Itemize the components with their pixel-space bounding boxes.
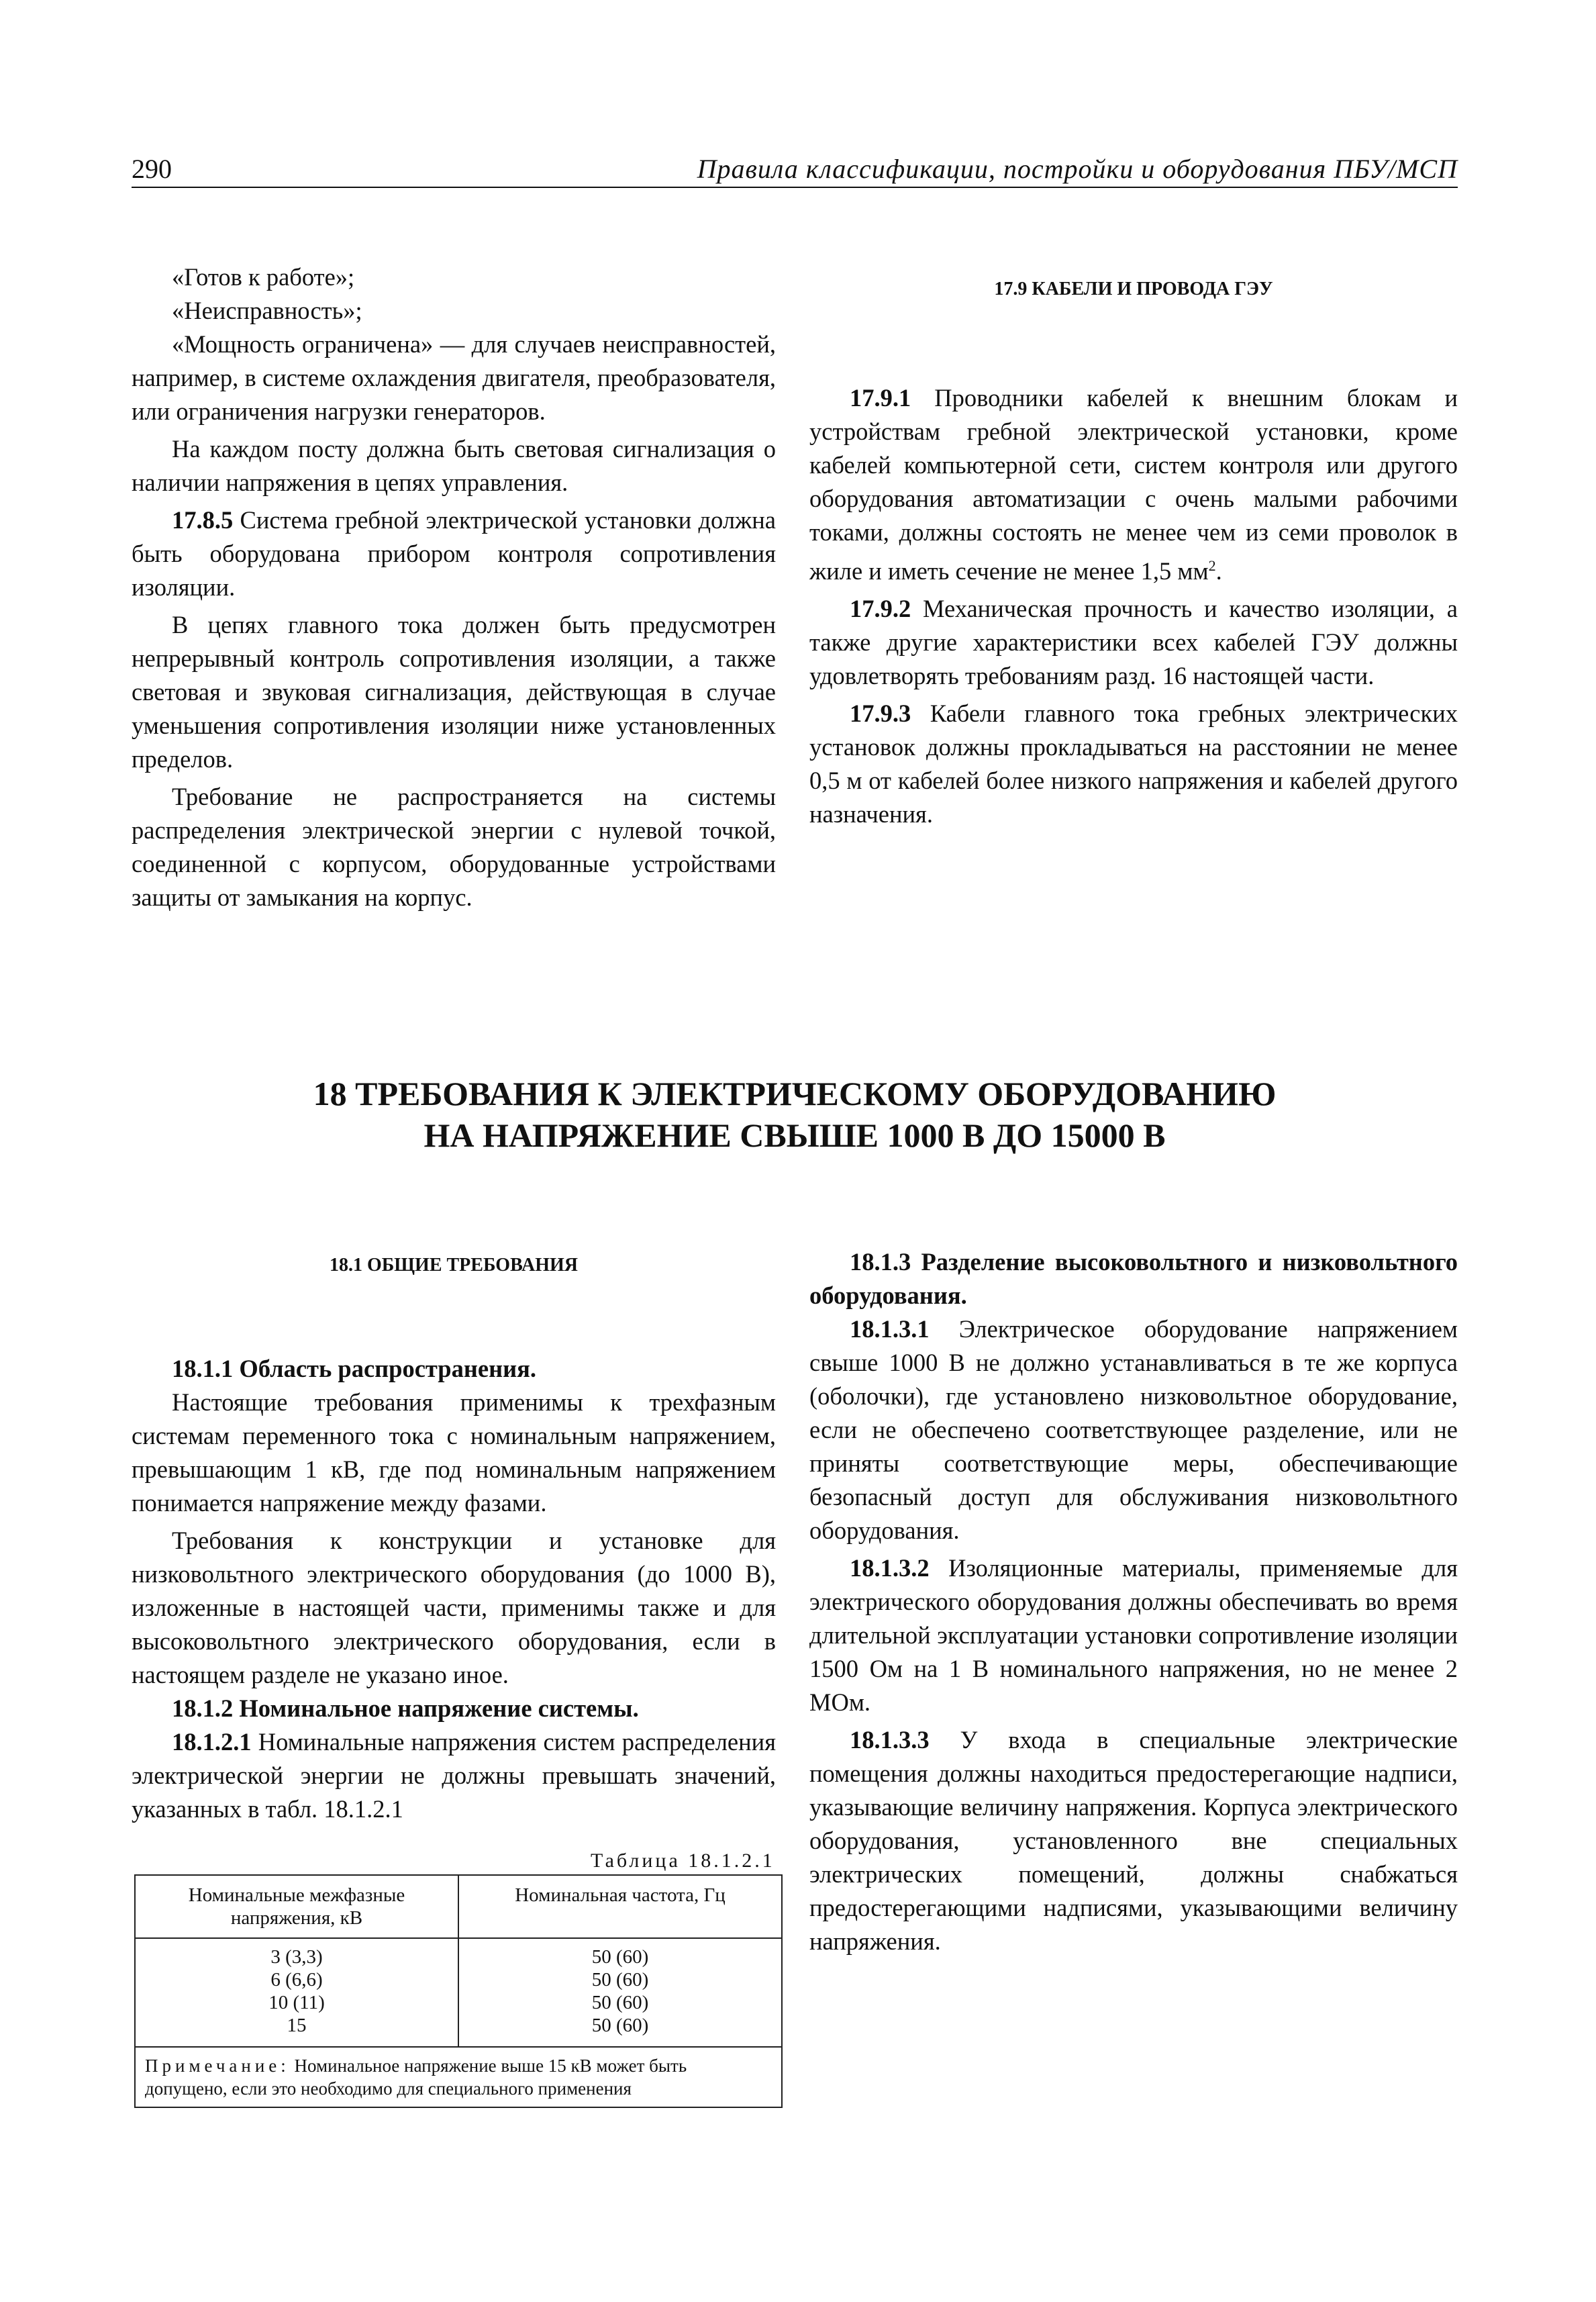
paragraph: 17.9.3 Кабели главного тока гребных электрических установок должны прокладываться на расстоянии не менее 0,5 м от кабелей более низкого напряжения и кабелей другого назначения.: [809, 700, 1458, 828]
table-cell: 50 (60) 50 (60) 50 (60) 50 (60): [458, 1938, 782, 2047]
table-caption: Таблица 18.1.2.1: [591, 1850, 775, 1872]
paragraph: Настоящие требования применимы к трехфазным системам переменного тока с номинальным напряжением, превышающим 1 кВ, где под номинальным напряжением понимается напряжение между фазами.: [132, 1388, 776, 1517]
paragraph: В цепях главного тока должен быть предусмотрен непрерывный контроль сопротивления изоляции, а также световая и звуковая сигнализация, действующая в случае уменьшения сопротивления изоляции ниже установленных пределов.: [132, 611, 776, 773]
paragraph: 17.9.1 Проводники кабелей к внешним блокам и устройствам гребной электрической установки, кроме кабелей компьютерной сети, систем контроля или другого оборудования автоматизации с очень малыми рабочими токами, должны состоять не менее чем из семи проволок в жиле и иметь сечение не менее 1,5 $мм^2$.: [809, 384, 1458, 585]
chapter-heading-line: 18 ТРЕБОВАНИЯ К ЭЛЕКТРИЧЕСКОМУ ОБОРУДОВАНИЮ: [313, 1075, 1277, 1112]
chapter-heading-line: НА НАПРЯЖЕНИЕ СВЫШЕ 1000 В ДО 15000 В: [423, 1116, 1166, 1154]
page-header: [132, 153, 1458, 188]
subsection-heading: 18.1.1 Область распространения.: [172, 1355, 537, 1382]
paragraph: Требование не распространяется на системы распределения электрической энергии с нулевой точкой, соединенной с корпусом, оборудованные устройствами защиты от замыкания на корпус.: [132, 783, 776, 911]
clause-number: 17.8.5: [172, 506, 234, 534]
clause-number: 17.9.2: [850, 595, 911, 623]
page-number: 290: [132, 154, 172, 184]
paragraph: «Неисправность»;: [172, 297, 362, 324]
chapter-heading: [132, 1073, 1458, 1156]
paragraph: 18.1.3.3 У входа в специальные электрические помещения должны находиться предостерегающие надписи, указывающие величину напряжения. Корпуса электрического оборудования, установленного вне специальных электрических помещений, должны снабжаться предостерегающими надписями, указывающими величину напряжения.: [809, 1726, 1458, 1955]
header-rule: [132, 187, 1458, 188]
table-note-row: [135, 2047, 782, 2107]
table-header-row: [135, 1875, 782, 1938]
running-title: Правила классификации, постройки и оборудования ПБУ/МСП: [697, 154, 1458, 184]
table-row: [135, 1938, 782, 2047]
right-column-top: [809, 273, 1458, 831]
clause-number: 18.1.3.1: [850, 1315, 930, 1343]
table-cell: 3 (3,3) 6 (6,6) 10 (11) 15: [135, 1938, 458, 2047]
subsection-heading: 18.1.2 Номинальное напряжение системы.: [172, 1694, 639, 1722]
paragraph: На каждом посту должна быть световая сигнализация о наличии напряжения в цепях управления.: [132, 435, 776, 496]
subsection-heading: 18.1.3 Разделение высоковольтного и низковольтного оборудования.: [809, 1248, 1458, 1309]
right-column-bottom: [809, 1245, 1458, 1958]
paragraph: «Готов к работе»;: [172, 263, 355, 291]
table-note: Примечание: Номинальное напряжение выше 15 кВ может быть допущено, если это необходимо для специального применения: [135, 2047, 782, 2107]
left-column-top: [132, 260, 776, 914]
clause-number: 17.9.1: [850, 384, 911, 412]
clause-number: 18.1.2.1: [172, 1728, 252, 1756]
paragraph: Требования к конструкции и установке для низковольтного электрического оборудования (до 1000 В), изложенные в настоящей части, применимы также и для высоковольтного электрического оборудования, если в настоящем разделе не указано иное.: [132, 1527, 776, 1688]
clause-number: 17.9.3: [850, 700, 911, 728]
paragraph: «Мощность ограничена» — для случаев неисправностей, например, в системе охлаждения двигателя, преобразователя, или ограничения нагрузки генераторов.: [132, 330, 776, 425]
voltage-table: [134, 1874, 783, 2108]
paragraph: 17.8.5 Система гребной электрической установки должна быть оборудована прибором контроля сопротивления изоляции.: [132, 506, 776, 601]
table-header-cell: Номинальные межфазные напряжения, кВ: [135, 1875, 458, 1938]
paragraph: 18.1.3.2 Изоляционные материалы, применяемые для электрического оборудования должны обеспечивать во время длительной эксплуатации установки сопротивление изоляции 1500 Ом на 1 В номинального напряжения, но не менее 2 МОм.: [809, 1554, 1458, 1716]
paragraph: 17.9.2 Механическая прочность и качество изоляции, а также другие характеристики всех кабелей ГЭУ должны удовлетворять требованиям разд. 16 настоящей части.: [809, 595, 1458, 690]
clause-number: 18.1.3.3: [850, 1726, 930, 1754]
table-header-cell: Номинальная частота, Гц: [458, 1875, 782, 1938]
paragraph: 18.1.3.1 Электрическое оборудование напряжением свыше 1000 В не должно устанавливаться в те же корпуса (оболочки), где установлено низковольтное оборудование, если не обеспечено соответствующее разделение, или не приняты соответствующие меры, обеспечивающие безопасный доступ для обслуживания низковольтного оборудования.: [809, 1315, 1458, 1544]
section-title: 18.1 ОБЩИЕ ТРЕБОВАНИЯ: [330, 1255, 578, 1276]
section-title: 17.9 КАБЕЛИ И ПРОВОДА ГЭУ: [994, 279, 1273, 299]
clause-number: 18.1.3.2: [850, 1554, 930, 1582]
left-column-bottom: [132, 1249, 776, 1826]
paragraph: 18.1.2.1 Номинальные напряжения систем распределения электрической энергии не должны превышать значений, указанных в табл. 18.1.2.1: [132, 1728, 776, 1823]
